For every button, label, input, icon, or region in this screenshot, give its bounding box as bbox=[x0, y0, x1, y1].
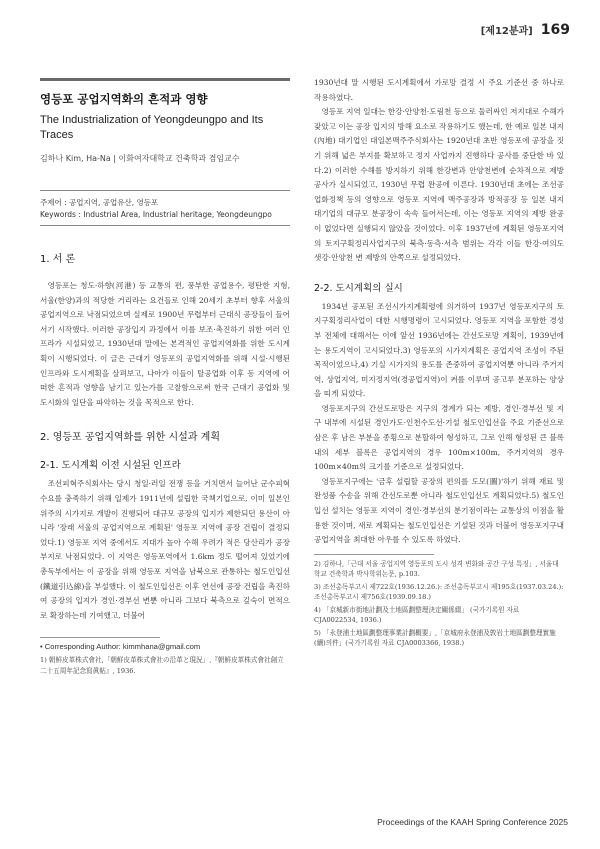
footnote-3: 3) 조선총독부고시 제722호(1936.12.26.): 조선총독부고시 제195호(1937.03.24.): 조선총독부고시 제756호(1939.09.18.) bbox=[314, 582, 564, 602]
paragraph-2-1: 조선피혁주식회사는 당시 청일·러일 전쟁 등을 거치면서 늘어난 군수피혁 수요를 충족하기 위해 일제가 1911년에 설립한 국책기업으로, 이미 일본인 위주의 시가지로 개발이 진행되어 대규모 공장의 입지가 제한되던 용산이 아니라 '장래 서울의 공업지역으로 계획된' 영등포 지역에 공장 건립이 결정되었다.1) 영등포 지역 중에서도 지대가 높아 수해 우려가 적은 당산리가 공장 부지로 낙점되었다. 이 지역은 영등포역에서 1.6km 정도 떨어져 있었기에 총독부에서는 이 공장을 위해 영등포 지역을 남북으로 관통하는 철도인입선(鐵道引込線)을 부설했다. 이 철도인입선은 이후 연선에 공장 건립을 촉진하여 공장의 입지가 경인·경부선 변뿐 아니라 그보다 북측으로 깊숙이 면적으로 확장하는데 기여했고, 더불어 bbox=[40, 479, 290, 620]
section-heading-intro: 1. 서 론 bbox=[40, 254, 76, 265]
section-label: [제12분과] bbox=[480, 26, 533, 37]
paper-title-en: The Industrialization of Yeongdeungpo and Its Traces bbox=[40, 114, 264, 141]
subsection-heading-2-1: 2-1. 도시계획 이전 시설된 인프라 bbox=[40, 460, 181, 472]
footnote-4: 4) 「京城新市街地計劃及土地區劃整理決定關係綴」 (국가기록원 자료 CJA0022534, 1936.) bbox=[314, 605, 520, 625]
running-header bbox=[481, 22, 570, 44]
footnote-2: 2) 김하나,「근대 서울 공업지역 영등포의 도시 성격 변화와 공간 구성 특징」, 서울대학교 건축학과 박사학위논문, p.103. bbox=[314, 559, 559, 579]
footnote-rule-right bbox=[314, 554, 434, 555]
keywords-ko: 주제어 : 공업지역, 공업유산, 영등포 bbox=[40, 198, 159, 207]
paragraph-continued: 1930년대 말 시행된 도시계획에서 가로망 결정 시 주요 기준선 중 하나로 작용하였다. bbox=[314, 78, 564, 102]
section-heading-2: 2. 영등포 공업지역화를 위한 시설과 계획 bbox=[40, 432, 220, 444]
footnote-1: 1) 朝鮮皮革株式會社,「朝鮮皮革株式會社の沿革と現況」,『朝鮮皮革株式會社創立二十五周年記念寫眞帖』, 1936. bbox=[40, 656, 284, 675]
paragraph-levee: 영등포 지역 일대는 한강·안양천·도림천 등으로 둘러싸인 저지대로 수해가 잦았고 이는 공장 입지의 방해 요소로 작용하기도 했는데, 한 예로 일본 내지(內地) 대기업인 대일본맥주주식회사는 1920년대 초반 영등포에 공장을 짓기 위해 넓은 부지를 확보하고 정지 사업까지 진행하다 공사를 중단한 바 있다.2) 이러한 수해를 방지하기 위해 한강변과 안양천변에 순차적으로 제방 공사가 실시되었고, 1930년 무렵 완공에 이른다. 1930년대 초에는 조선공업화정책 등의 영향으로 영등포 지역에 맥주공장과 방적공장 등 일본 내지 대기업의 대규모 분공장이 속속 들어서는데, 이는 영등포 지역의 제방 완공이 없었다면 실행되지 않았을 것이었다. 이후 1937년에 계획된 영등포지역의 토지구획정리사업지구의 북측·동측·서측 범위는 각각 이들 한강·여의도 샛강·안양천 변 제방의 안쪽으로 설정되었다. bbox=[314, 107, 564, 263]
paragraph-2-2-a: 1934년 공포된 조선시가지계획령에 의거하여 1937년 영등포지구의 토지구획정리사업이 대한 시행명령이 고시되었다. 영등포 지역을 포함한 경성부 전체에 대해서는 이에 앞선 1936년에는 간선도로망 계획이, 1939년에는 용도지역이 고시되었다.3) 영등포의 시가지계획은 공업지역 조성이 주된 목적이었으나,4) 기실 시가지의 용도를 존중하여 공업지역뿐 아니라 주거지역, 상업지역, 미지정지역(경공업지역)이 켜를 이루며 공고루 분포하는 양상을 띠게 되었다. bbox=[314, 301, 564, 399]
footnote-5: 5) 「永登浦土地區劃整理事業計劃概要」,「京城府永登浦及敦岩土地區劃整理實施(續)의件」(국가기록원 자료 CJA0003366, 1938.) bbox=[314, 628, 556, 648]
paragraph-2-2-c: 영등포지구에는 '금후 설립할 공장의 편의를 도모(圖)'하기 위해 재료 및 완성품 수송을 위해 간선도로뿐 아니라 철도인입선도 계획되었다.5) 철도인입선 설치는 영등포 지역이 경인·경부선의 분기점이라는 교통상의 이점을 활용한 것이며, 새로 계획되는 철도인입선은 기설된 것과 더불어 영등포지구내 공업지역을 최대한 아우를 수 있도록 하였다. bbox=[314, 476, 564, 545]
subsection-heading-2-2: 2-2. 도시계획의 실시 bbox=[314, 282, 403, 294]
author-line: 김하나 Kim, Ha-Na | 이화여자대학교 건축학과 겸임교수 bbox=[40, 154, 240, 163]
footnote-rule-left bbox=[40, 637, 160, 638]
keywords-en: Keywords : Industrial Area, Industrial heritage, Yeongdeungpo bbox=[40, 210, 272, 219]
paper-title-ko: 영등포 공업지역화의 흔적과 영향 bbox=[40, 92, 208, 106]
keywords-rule-top bbox=[40, 190, 290, 191]
running-footer: Proceedings of the KAAH Spring Conference 2025 bbox=[377, 817, 568, 827]
intro-paragraph: 영등포는 청도·하향(河港) 등 교통의 편, 풍부한 공업용수, 평탄한 지형, 서울(한양)과의 적당한 거리라는 요건들로 인해 20세기 초부터 향후 서울의 공업지역으로 낙점되었으며 실제로 1900년 무렵부터 근대식 공장들이 들어서기 시작했다. 이러한 공장입지 과정에서 이를 보조·촉진하기 위한 여러 인프라가 시설되었고, 1930년대 말에는 본격적인 공업지역화를 위한 도시계획이 시행되었다. 이 글은 근대기 영등포의 공업지역화를 위해 시설·시행된 인프라와 도시계획을 살펴보고, 나아가 이들이 탈공업화 이후 동 지역에 어떠한 흔적과 영향을 남기고 있는가를 고찰함으로써 한국 근대기 공업화 및 도시화의 일단을 파악하는 것을 목적으로 한다. bbox=[40, 281, 290, 407]
left-column bbox=[40, 78, 290, 676]
title-rule bbox=[40, 78, 290, 81]
corresponding-author: • Corresponding Author: kimmhana@gmail.com bbox=[40, 642, 201, 652]
page-number: 169 bbox=[540, 22, 570, 38]
paragraph-2-2-b: 영등포지구의 간선도로망은 지구의 경계가 되는 제방, 경인·경부선 및 지구 내부에 시설된 경인가도·인천수도선·기설 철도인입선을 주요 기준선으로 삼은 후 남은 부분을 종횡으로 분할하여 형성하고, 그로 인해 형성된 큰 블록 내의 세부 블록은 공업지역의 경우 100m×100m, 주거지역의 경우 100m×40m의 크기를 기준으로 설정되었다. bbox=[314, 403, 564, 472]
keywords-rule-bottom bbox=[40, 225, 290, 226]
right-column bbox=[314, 76, 564, 649]
